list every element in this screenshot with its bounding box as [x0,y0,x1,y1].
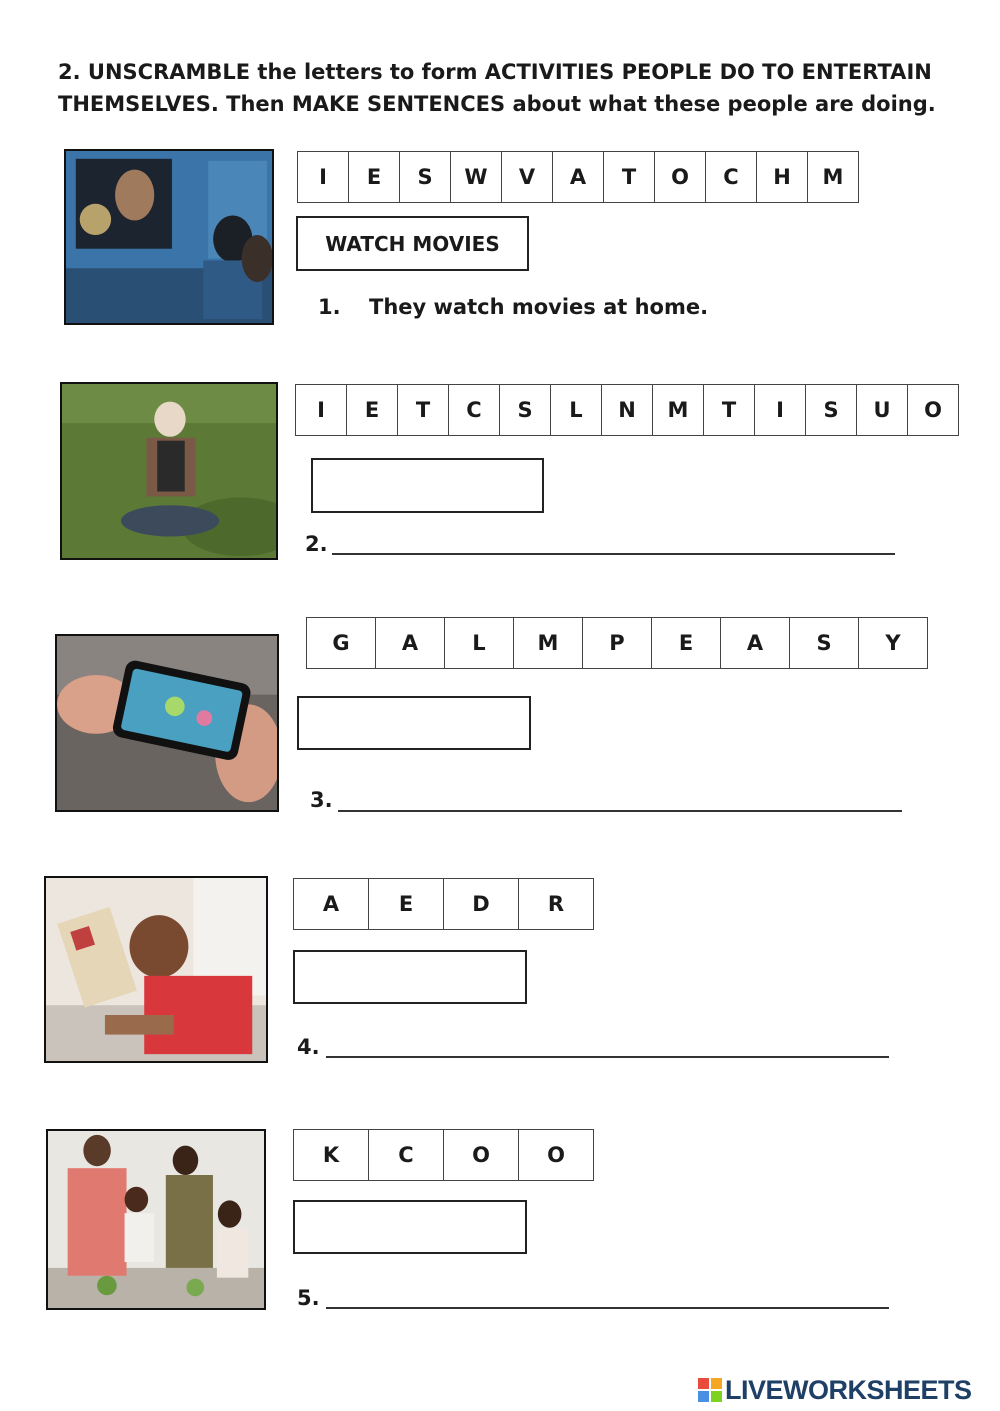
listening-music-photo [60,382,278,560]
letter-cell: S [790,617,859,669]
letter-cell: D [444,878,519,930]
letter-cell: I [755,384,806,436]
letter-cell: R [519,878,594,930]
scrambled-letters-1 [297,151,859,203]
letter-cell: M [514,617,583,669]
letter-cell: A [294,878,369,930]
letter-cell: C [449,384,500,436]
letter-cell: O [444,1129,519,1181]
brand-logo[interactable] [698,1375,972,1405]
watching-tv-photo [64,149,274,325]
sentence-line-2[interactable] [332,553,895,555]
letter-cell: W [451,151,502,203]
sentence-text: They watch movies at home. [369,295,709,319]
sentence-3 [310,788,333,812]
letter-cell: L [551,384,602,436]
sentence-2 [305,532,328,556]
letter-cell: Y [859,617,928,669]
letter-cell: E [369,878,444,930]
reading-photo [44,876,268,1063]
letter-cell: A [376,617,445,669]
letter-cell: M [653,384,704,436]
letter-cell: N [602,384,653,436]
letter-cell: S [806,384,857,436]
sentence-5 [297,1286,320,1310]
sentence-number: 2. [305,532,328,556]
letter-cell: E [349,151,400,203]
letter-cell: M [808,151,859,203]
answer-box-5[interactable] [293,1200,527,1254]
mobile-game-photo [55,634,279,812]
letter-cell: S [400,151,451,203]
liveworksheets-icon [698,1378,722,1402]
letter-cell: O [519,1129,594,1181]
instructions-text: 2. UNSCRAMBLE the letters to form ACTIVITIES PEOPLE DO TO ENTERTAIN THEMSELVES. Then MAKE SENTENCES about what these people are doing. [58,60,936,116]
letter-cell: U [857,384,908,436]
sentence-line-3[interactable] [338,810,902,812]
letter-cell: C [369,1129,444,1181]
letter-cell: O [655,151,706,203]
sentence-line-5[interactable] [326,1307,889,1309]
letter-cell: H [757,151,808,203]
scrambled-letters-5 [293,1129,594,1181]
letter-cell: T [604,151,655,203]
scrambled-letters-3 [306,617,928,669]
letter-cell: S [500,384,551,436]
letter-cell: P [583,617,652,669]
letter-cell: O [908,384,959,436]
answer-box-4[interactable] [293,950,527,1004]
letter-cell: E [347,384,398,436]
scrambled-letters-2 [295,384,959,436]
sentence-4 [297,1035,320,1059]
brand-name: LIVEWORKSHEETS [725,1374,972,1405]
letter-cell: L [445,617,514,669]
sentence-number: 3. [310,788,333,812]
letter-cell: A [553,151,604,203]
letter-cell: K [294,1129,369,1181]
letter-cell: C [706,151,757,203]
letter-cell: T [704,384,755,436]
scrambled-letters-4 [293,878,594,930]
sentence-number: 4. [297,1035,320,1059]
letter-cell: I [298,151,349,203]
sentence-number: 5. [297,1286,320,1310]
letter-cell: T [398,384,449,436]
sentence-number: 1. [318,295,341,319]
sentence-1 [318,295,708,319]
answer-box-3[interactable] [297,696,531,750]
letter-cell: A [721,617,790,669]
answer-box-1[interactable]: WATCH MOVIES [296,216,529,271]
letter-cell: I [296,384,347,436]
answer-box-2[interactable] [311,458,544,513]
letter-cell: G [307,617,376,669]
letter-cell: V [502,151,553,203]
letter-cell: E [652,617,721,669]
cooking-photo [46,1129,266,1310]
sentence-line-4[interactable] [326,1056,889,1058]
